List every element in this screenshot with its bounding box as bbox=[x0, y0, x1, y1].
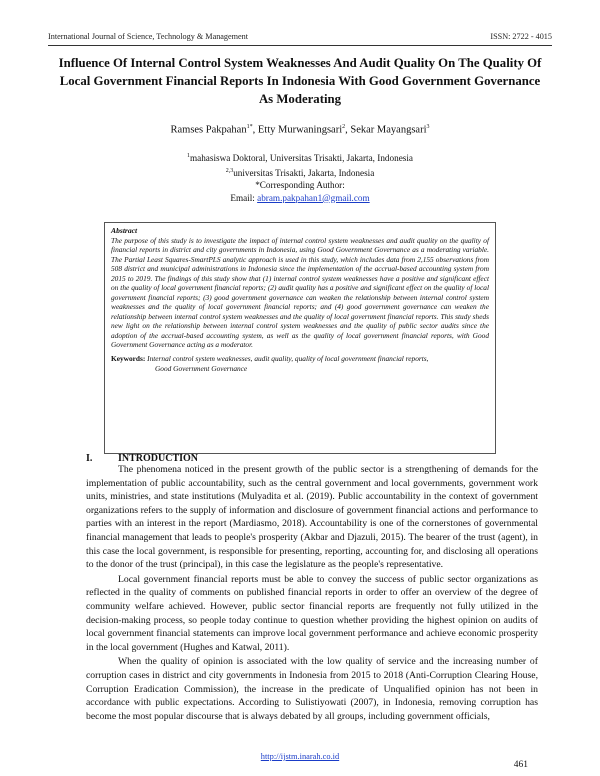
section-number: I. bbox=[86, 453, 93, 464]
body-text bbox=[86, 463, 538, 724]
author-name: Etty Murwaningsari bbox=[257, 124, 343, 136]
footer-url-link[interactable]: http://ijstm.inarah.co.id bbox=[260, 752, 340, 761]
paper-title: Influence Of Internal Control System Weaknesses And Audit Quality On The Quality Of Local Government Financial Reports In Indonesia With Good Government Governance As Moderating bbox=[58, 56, 542, 106]
email-line: Email: abram.pakpahan1@gmail.com bbox=[230, 192, 370, 203]
running-header bbox=[48, 32, 552, 41]
email-link[interactable]: abram.pakpahan1@gmail.com bbox=[257, 192, 370, 203]
abstract-heading: Abstract bbox=[111, 226, 138, 235]
affiliation-2: $^{2,3}$universitas Trisakti, Jakarta, Indonesia bbox=[225, 167, 375, 178]
keywords bbox=[111, 354, 489, 373]
author-sup: 2 bbox=[342, 124, 346, 130]
journal-name: International Journal of Science, Technology & Management bbox=[48, 32, 249, 41]
paragraph: When the quality of opinion is associated with the low quality of service and the increasing number of corruption cases in district and city governments in Indonesia from 2015 to 2018 (Anti-Corruption Clearing House, Corruption Eradication Commission), the increase in the predicate of Unqualified opinion has not been in accordance with public expectations. According to Sulistiyowati (2007), in Indonesia, removing corruption has become the most popular discourse that is always debated by all groups, including government officials, bbox=[86, 656, 538, 722]
keywords-line-1: Internal control system weaknesses, audit quality, quality of local government financial reports, bbox=[147, 354, 429, 364]
page-number: 461 bbox=[513, 760, 528, 770]
corresponding-author: *Corresponding Author: bbox=[255, 180, 345, 191]
header-rule bbox=[48, 45, 552, 46]
paragraph: Local government financial reports must be able to convey the success of public sector organizations as reflected in the quality of comments on published financial reports in order to offer an overview of the degree of community welfare achieved. However, public sector financial reports are frequently not fully utilized in the decision-making process, so people today continue to question whether providing the highest opinion on audits of local government financial statements can improve local government performance and achieve economic prosperity in the local government (Hughes and Katwal, 2011). bbox=[86, 573, 538, 653]
author-sup: 3 bbox=[426, 124, 430, 130]
abstract-box bbox=[104, 222, 496, 454]
keywords-line-2: Good Government Governance bbox=[155, 363, 248, 373]
author-name: Sekar Mayangsari bbox=[350, 124, 427, 136]
author-sup: 1* bbox=[246, 124, 253, 130]
affiliations bbox=[56, 150, 544, 204]
author-name: Ramses Pakpahan bbox=[170, 124, 247, 136]
paragraph: The phenomena noticed in the present growth of the public sector is a strengthening of demands for the implementation of public accountability, such as the central government and local governments, government work units, ministries, and state institutions (Mulyadita et al. (2019). Public accountability in the context of government organizations refers to the supply of information and disclosure of government financial actions and performance to parties with an interest in the report (Mardiasmo, 2018). Accountability is one of the cornerstones of governmental financial management that leads to people's prosperity (Akbar and Djazuli, 2015). The bearer of the trust (agent), in this case the local government, is responsible for presenting, reporting, accounting for, and disclosing all operations to the donor of the trust (principal), in this case the legislature as the people's representative. bbox=[86, 464, 538, 571]
keywords-label: Keywords: bbox=[111, 354, 146, 364]
affiliation-1: $^1$mahasiswa Doktoral, Universitas Trisakti, Jakarta, Indonesia bbox=[186, 153, 413, 164]
author-list: Ramses Pakpahan$^{1*}$, Etty Murwaningsari$^2$, Sekar Mayangsari$^3$ bbox=[170, 124, 430, 136]
abstract-text: The purpose of this study is to investigate the impact of internal control system weaknesses and audit quality on the quality of financial reports in district and city governments in Indonesia, using Good Government Governance as a moderating variable. The Partial Least Squares-SmartPLS analytic approach is used in this study, which includes data from 2,155 observations from 508 district and municipal administrations in Indonesia since the implementation of the accrual-based accounting system from 2015 to 2019. The findings of this study show that (1) internal control system weaknesses have a positive and significant effect on the quality of local government financial reports; (2) audit quality has a positive and significant effect on the quality of local government financial reports; (3) good government governance can weaken the relationship between internal control system weaknesses and the quality of local government financial reports; and (4) good government governance can weaken the relationship between internal control system weaknesses and the quality of local government financial reports. This study sheds new light on the relationship between internal control system weaknesses and the quality of public sector audits since the adoption of the accrual-based accounting system, as well as the quality of local government financial reports, with Good Government Governance acting as a moderator. bbox=[111, 236, 489, 349]
issn: ISSN: 2722 - 4015 bbox=[490, 32, 552, 41]
section-title: INTRODUCTION bbox=[118, 453, 199, 464]
